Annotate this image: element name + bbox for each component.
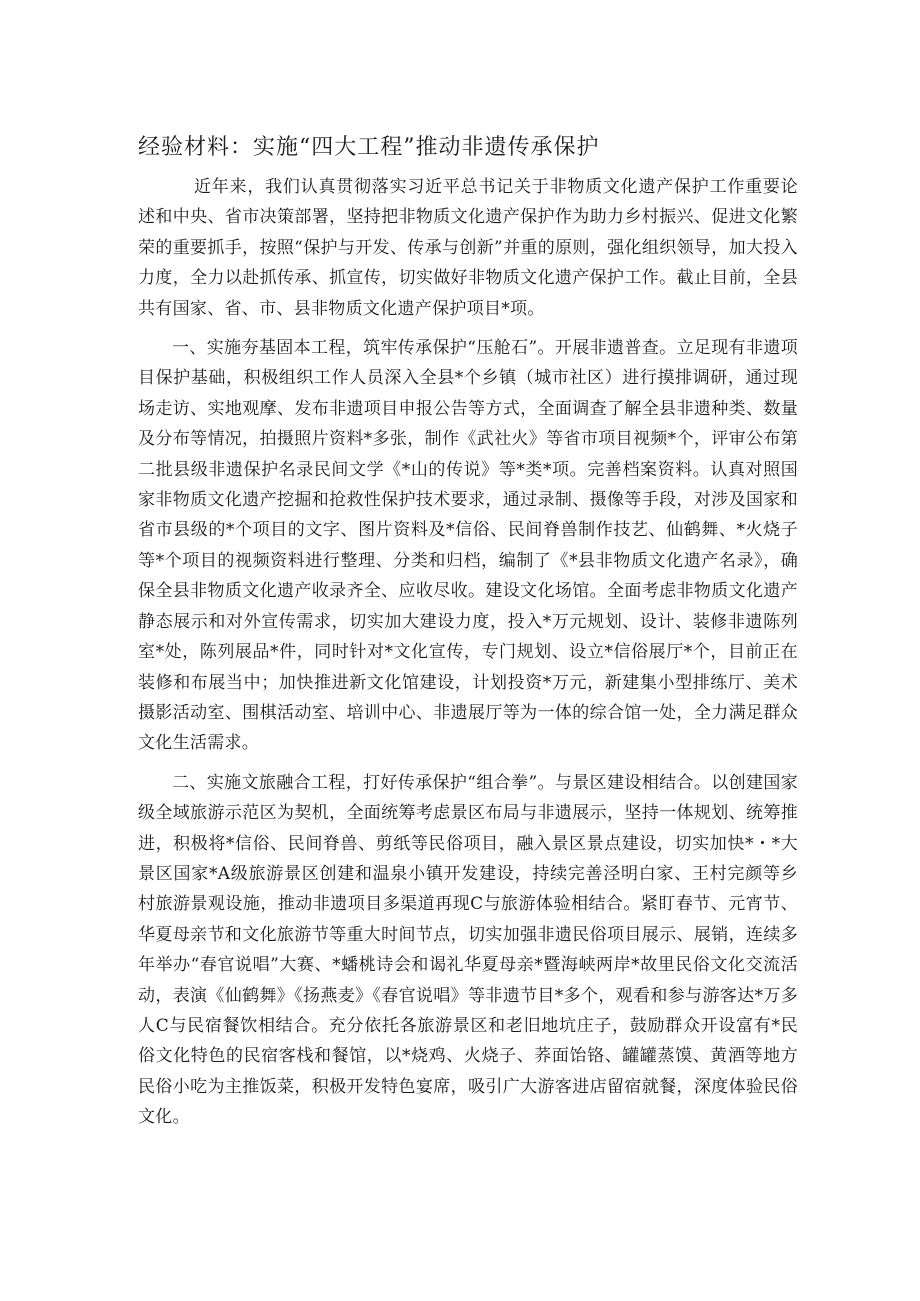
section-one-paragraph: 一、实施夯基固本工程，筑牢传承保护“压舱石”。开展非遗普查。立足现有非遗项目保护基础，积极组织工作人员深入全县*个乡镇（城市社区）进行摸排调研，通过现场走访、实地观摩、发布非遗项目申报公告等方式，全面调查了解全县非遗种类、数量及分布等情况，拍摄照片资料*多张，制作《武社火》等省市项目视频*个，评审公布第二批县级非遗保护名录民间文学《*山的传说》等*类*项。完善档案资料。认真对照国家非物质文化遗产挖掘和抢救性保护技术要求，通过录制、摄像等手段，对涉及国家和省市县级的*个项目的文字、图片资料及*信俗、民间脊兽制作技艺、仙鹤舞、*火烧子等*个项目的视频资料进行整理、分类和归档，编制了《*县非物质文化遗产名录》，确保全县非物质文化遗产收录齐全、应收尽收。建设文化场馆。全面考虑非物质文化遗产静态展示和对外宣传需求，切实加大建设力度，投入*万元规划、设计、装修非遗陈列室*处，陈列展品*件，同时针对*文化宣传，专门规划、设立*信俗展厅*个，目前正在装修和布展当中；加快推进新文化馆建设，计划投资*万元，新建集小型排练厅、美术摄影活动室、围棋活动室、培训中心、非遗展厅等为一体的综合馆一处，全力满足群众文化生活需求。 (138, 338, 798, 754)
document-body (138, 172, 798, 1142)
document-title: 经验材料：实施“四大工程”推动非遗传承保护 (138, 135, 600, 160)
section-two-paragraph: 二、实施文旅融合工程，打好传承保护“组合拳”。与景区建设相结合。以创建国家级全域旅游示范区为契机，全面统筹考虑景区布局与非遗展示，坚持一体规划、统筹推进，积极将*信俗、民间脊兽、剪纸等民俗项目，融入景区景点建设，切实加快*・*大景区国家*A级旅游景区创建和温泉小镇开发建设，持续完善泾明白家、王村完颜等乡村旅游景观设施，推动非遗项目多渠道再现C与旅游体验相结合。紧盯春节、元宵节、华夏母亲节和文化旅游节等重大时间节点，切实加强非遗民俗项目展示、展销，连续多年举办“春官说唱”大赛、*蟠桃诗会和谒礼华夏母亲*暨海峡两岸*故里民俗文化交流活动，表演《仙鹤舞》《扬燕麦》《春官说唱》等非遗节目*多个，观看和参与游客达*万多人C与民宿餐饮相结合。充分依托各旅游景区和老旧地坑庄子，鼓励群众开设富有*民俗文化特色的民宿客栈和餐馆，以*烧鸡、火烧子、荞面饴铬、罐罐蒸馍、黄酒等地方民俗小吃为主推饭菜，积极开发特色宴席，吸引广大游客进店留宿就餐，深度体验民俗文化。 (138, 772, 798, 1128)
intro-paragraph: 近年来，我们认真贯彻落实习近平总书记关于非物质文化遗产保护工作重要论述和中央、省市决策部署，坚持把非物质文化遗产保护作为助力乡村振兴、促进文化繁荣的重要抓手，按照“保护与开发、传承与创新”并重的原则，强化组织领导，加大投入力度，全力以赴抓传承、抓宣传，切实做好非物质文化遗产保护工作。截止目前，全县共有国家、省、市、县非物质文化遗产保护项目*项。 (138, 177, 798, 319)
